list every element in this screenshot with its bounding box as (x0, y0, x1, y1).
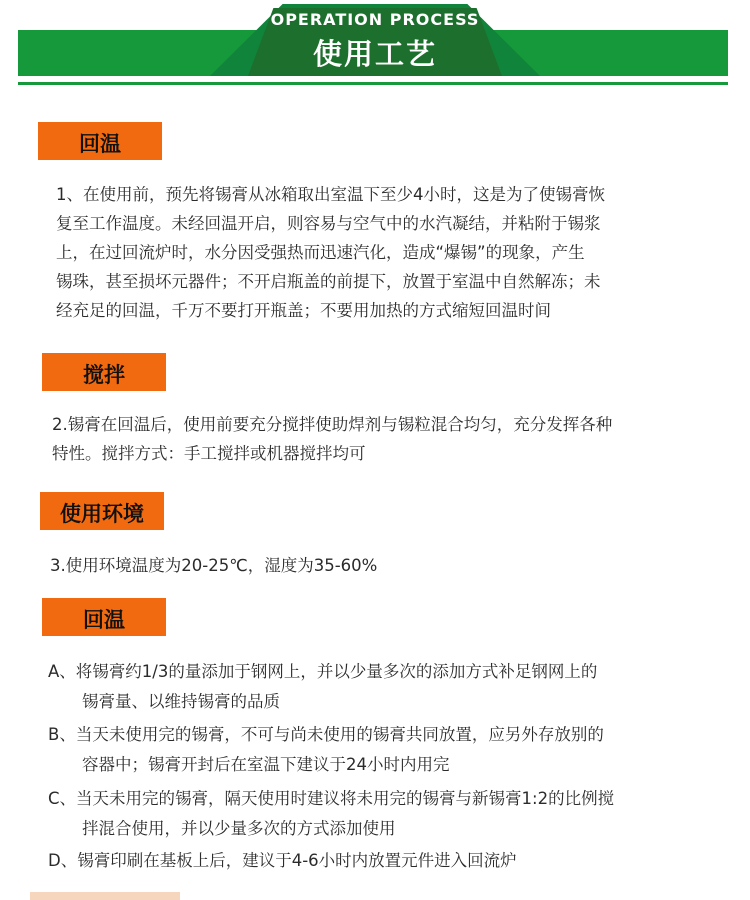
list-item-continuation: 拌混合使用，并以少量多次的方式添加使用 (82, 819, 396, 838)
list-item-continuation: 锡膏量、以维持锡膏的品质 (82, 692, 280, 711)
english-title: OPERATION PROCESS (270, 10, 480, 29)
bottom-accent-bar (30, 892, 180, 900)
list-item: A、将锡膏约1/3的量添加于钢网上，并以少量多次的添加方式补足钢网上的 (48, 662, 598, 681)
text-line: 3.使用环境温度为20-25℃，湿度为35-60% (50, 556, 378, 575)
section-label-stir: 搅拌 (42, 353, 166, 391)
text-line: 1、在使用前，预先将锡膏从冰箱取出室温下至少4小时，这是为了使锡膏恢 (56, 185, 605, 204)
section-rewarm-text (56, 180, 605, 325)
section-stir-text (52, 410, 612, 468)
text-line: 2.锡膏在回温后，使用前要充分搅拌使助焊剂与锡粒混合均匀，充分发挥各种 (52, 415, 613, 434)
list-item: C、当天未用完的锡膏，隔天使用时建议将未用完的锡膏与新锡膏1:2的比例搅 (48, 789, 615, 808)
list-item: D、锡膏印刷在基板上后，建议于4-6小时内放置元件进入回流炉 (48, 851, 517, 870)
text-line: 复至工作温度。未经回温开启，则容易与空气中的水汽凝结，并粘附于锡浆 (56, 214, 601, 233)
page-title: 使用工艺 (312, 37, 437, 71)
text-line: 经充足的回温，千万不要打开瓶盖；不要用加热的方式缩短回温时间 (56, 301, 551, 320)
section-label-rewarm-2: 回温 (42, 598, 166, 636)
list-item-continuation: 容器中；锡膏开封后在室温下建议于24小时内用完 (82, 755, 450, 774)
header-divider (18, 82, 728, 85)
section-environment-text (50, 551, 377, 580)
text-line: 上，在过回流炉时，水分因受强热而迅速汽化，造成“爆锡”的现象，产生 (56, 243, 585, 262)
list-item: B、当天未使用完的锡膏，不可与尚未使用的锡膏共同放置，应另外存放别的 (48, 725, 604, 744)
text-line: 锡珠，甚至损坏元器件；不开启瓶盖的前提下，放置于室温中自然解冻；未 (56, 272, 601, 291)
section-label-rewarm: 回温 (38, 122, 162, 160)
text-line: 特性。搅拌方式：手工搅拌或机器搅拌均可 (52, 444, 366, 463)
section-label-environment: 使用环境 (40, 492, 164, 530)
